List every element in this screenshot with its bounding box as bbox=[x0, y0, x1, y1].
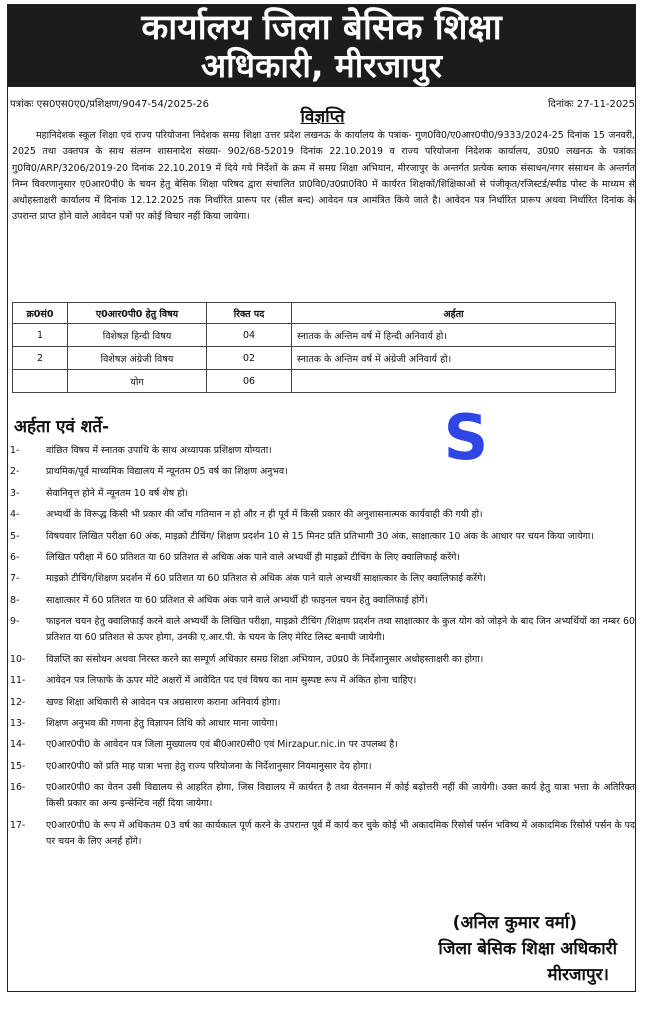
col-header-vacancy: रिक्त पद bbox=[207, 303, 292, 324]
item-number: 10- bbox=[10, 653, 26, 665]
item-number: 1- bbox=[10, 445, 20, 456]
item-text: फाइनल चयन हेतु क्वालिफाई करने वाले अभ्यर्थी के लिखित परीक्षा, माइक्रो टीचिंग /शिक्षण प्रदर्शन तथा साक्षात्कार के कुल योग को जोड़ने के बाद जिन अभ्यर्थियों का नम्बर 60 प्रतिशत या 60 प्रतिशत से ऊपर होगा, उनकी ए.आर.पी. के चयन के लिए मेरिट लिस्ट बनायी जायेगी। bbox=[46, 616, 635, 644]
list-item bbox=[10, 759, 635, 775]
list-item bbox=[10, 593, 635, 609]
list-item bbox=[10, 507, 635, 523]
table-total-row bbox=[13, 370, 616, 393]
item-number: 9- bbox=[10, 616, 20, 628]
letter-date: दिनांकः 27-11-2025 bbox=[547, 99, 635, 110]
item-number: 5- bbox=[10, 530, 20, 542]
cell-serial bbox=[13, 370, 68, 393]
item-number: 14- bbox=[10, 739, 26, 751]
item-text: प्राथमिक/पूर्व माध्यमिक विद्यालय में न्यूनतम 05 वर्ष का शिक्षण अनुभव। bbox=[46, 466, 288, 478]
notice-title: विज्ञप्ति bbox=[300, 107, 345, 127]
list-item bbox=[10, 529, 635, 545]
item-number: 15- bbox=[10, 760, 26, 772]
item-text: विज्ञप्ति का संसोधन अथवा निरस्त करने का सम्पूर्ण अधिकार समग्र शिक्षा अभियान, उ0प्र0 के निर्देशानुसार अधोहस्ताक्षरी का होगा। bbox=[46, 653, 484, 665]
cell-serial: 1 bbox=[13, 324, 68, 347]
cell-total-value: 06 bbox=[207, 370, 292, 393]
item-number: 12- bbox=[10, 696, 26, 708]
table-header-row bbox=[13, 303, 616, 324]
item-text: लिखित परीक्षा में 60 प्रतिशत या 60 प्रतिशत से अधिक अंक पाने वाले अभ्यर्थी ही माइक्रों टीचिंग के लिए क्वालिफाई करेंगे। bbox=[46, 551, 460, 563]
item-text: ए0आर0पी0 को प्रति माह यात्रा भत्ता हेतु राज्य परियोजना के निर्देशानुसार नियमानुसार देय होगा। bbox=[46, 760, 372, 772]
list-item bbox=[10, 652, 635, 668]
s-logo-watermark: S bbox=[443, 401, 489, 474]
cell-serial: 2 bbox=[13, 347, 68, 370]
list-item bbox=[10, 571, 635, 587]
item-number: 7- bbox=[10, 573, 20, 585]
list-item bbox=[10, 737, 635, 753]
signatory-name: (अनिल कुमार वर्मा) bbox=[452, 913, 577, 933]
letter-number: पत्रांकः एस0एस0ए0/प्रशिक्षण/9047-54/2025-26 bbox=[10, 99, 210, 110]
item-text: विषयवार लिखित परीक्षा 60 अंक, माइक्रो टीचिंग/ शिक्षण प्रदर्शन 10 से 15 मिनट प्रति प्रतिभागी 30 अंक, साक्षात्कार 10 अंक के आधार पर चयन किया जायेगा। bbox=[46, 530, 594, 542]
item-number: 16- bbox=[10, 782, 26, 794]
item-number: 8- bbox=[10, 594, 20, 606]
signatory-place: मीरजापुर। bbox=[547, 965, 609, 985]
item-text: ए0आर0पी0 का वेतन उसी विद्यालय से आहरित होगा, जिस विद्यालय में कार्यरत है तथा वेतनमान में कोई बढ़ोत्तरी नहीं की जायेगी। उक्त कार्य हेतु यात्रा भत्ता के अतिरिक्त किसी प्रकार का अन्य इन्सेन्टिव नहीं दिया जायेगा। bbox=[46, 782, 635, 810]
item-number: 4- bbox=[10, 509, 20, 521]
item-text: साक्षात्कार में 60 प्रतिशत या 60 प्रतिशत से अधिक अंक पाने वाले अभ्यर्थी ही फाइनल चयन हेतु क्वालिफाई होगें। bbox=[46, 594, 428, 606]
item-text: सेवानिवृत्त होने में न्यूनतम 10 वर्ष शेष हो। bbox=[46, 487, 189, 499]
item-text: ए0आर0पी0 के आवेदन पत्र जिला मुख्यालय एवं बी0आर0सी0 एवं Mirzapur.nic.in पर उपलब्ध है। bbox=[46, 739, 398, 751]
header-banner bbox=[8, 5, 635, 87]
item-number: 2- bbox=[10, 466, 20, 478]
col-header-serial: क्र0सं0 bbox=[13, 303, 68, 324]
office-title-line2: अधिकारी, मीरजापुर bbox=[200, 46, 443, 85]
item-number: 3- bbox=[10, 487, 20, 499]
vacancy-table bbox=[12, 302, 616, 393]
list-item bbox=[10, 716, 635, 732]
col-header-subject: ए0आर0पी0 हेतु विषय bbox=[68, 303, 207, 324]
item-text: ए0आर0पी0 के रूप में अधिकतम 03 वर्ष का कार्यकाल पूर्ण करने के उपरान्त पूर्व में कार्य कर चुके कोई भी अकादमिक रिसोर्स पर्सन भविष्य में अकादमिक रिसोर्स पर्सन के पद पर चयन के लिए अनर्ह होंगे। bbox=[46, 819, 635, 847]
list-item bbox=[10, 614, 635, 646]
item-number: 6- bbox=[10, 551, 20, 563]
item-text: आवेदन पत्र लिफाफे के ऊपर मोटे अक्षरों में आवेदित पद एवं विषय का नाम सुस्पष्ट रूप में अंकित होना चाहिए। bbox=[46, 675, 417, 687]
table-row bbox=[13, 324, 616, 347]
item-text: खण्ड शिक्षा अधिकारी से आवेदन पत्र अग्रसारण कराना अनिवार्य होगा। bbox=[46, 696, 281, 708]
item-text: अभ्यर्थी के विरूद्ध किसी भी प्रकार की जाँच गतिमान न हो और न ही पूर्व में किसी प्रकार की अनुशासनात्मक कार्यवाही की गयी हो। bbox=[46, 509, 483, 521]
list-item bbox=[10, 464, 635, 480]
item-text: माइक्रो टीचिंग/शिक्षण प्रदर्शन में 60 प्रतिशत या 60 प्रतिशत से अधिक अंक पाने वाले अभ्यर्थी साक्षात्कार के लिए क्वालिफाई करेंगे। bbox=[46, 573, 486, 585]
cell-vacancy: 04 bbox=[207, 324, 292, 347]
notice-paragraph: महानिदेशक स्कूल शिक्षा एवं राज्य परियोजना निदेशक समग्र शिक्षा उत्तर प्रदेश लखनऊ के कार्यालय के पत्रांक- गुण0वि0/ए0आर0पी0/9333/2024-25 दिनांक 15 जनवरी, 2025 तथा उक्तपत्र के साथ संलग्न शासनादेश संख्या- 902/68-52019 दिनांक 22.10.2019 व राज्य परियोजना निदेशक कार्यालय, उ0प्र0 लखनऊ के पत्रांकः गु0वि0/ARP/3206/2019-20 दिनांक 22.10.2019 में दिये गये निर्देशों के क्रम में समग्र शिक्षा अभियान, मीरजापुर के अन्तर्गत प्रत्येक ब्लाक संसाधन/नगर संसाधन के अन्तर्गत निम्न विवरणानुसार ए0आर0पी0 के चयन हेतु बेसिक शिक्षा परिषद द्वारा संचालित प्रा0वि0/उ0प्रा0वि0 में कार्यरत शिक्षकों/शिक्षिकाओं से पंजीकृत/रजिस्टर्ड/स्पीड पोस्ट के माध्यम से अधोहस्ताक्षरी कार्यालय में दिनांक 12.12.2025 तक निर्धारित प्रारूप पर (सील बन्द) आवेदन पत्र आमंत्रित किये जाते है। आवेदन पत्र निर्धारित प्रारूप अथवा निर्धारित दिनांक के उपरान्त प्राप्त होने वाले आवेदन पत्रों पर कोई विचार नहीं किया जायेगा। bbox=[12, 130, 635, 223]
item-number: 17- bbox=[10, 819, 26, 831]
list-item bbox=[10, 443, 635, 459]
list-item bbox=[10, 550, 635, 566]
item-number: 13- bbox=[10, 717, 26, 729]
list-item bbox=[10, 818, 635, 850]
cell-subject: विशेषज्ञ अंग्रेजी विषय bbox=[68, 347, 207, 370]
item-text: शिक्षण अनुभव की गणना हेतु विज्ञापन तिथि को आधार माना जायेगा। bbox=[46, 717, 278, 729]
conditions-list bbox=[10, 443, 635, 855]
item-text: वांछित विषय में स्नातक उपाधि के साथ अध्यापक प्रशिक्षण योग्यता। bbox=[46, 445, 272, 456]
notice-title-wrap bbox=[0, 104, 645, 127]
office-title-line1: कार्यालय जिला बेसिक शिक्षा bbox=[141, 8, 502, 48]
signature-block bbox=[438, 910, 617, 988]
cell-eligibility bbox=[292, 370, 616, 393]
list-item bbox=[10, 780, 635, 812]
list-item bbox=[10, 695, 635, 711]
col-header-eligibility: अर्हता bbox=[292, 303, 616, 324]
cell-eligibility: स्नातक के अन्तिम वर्ष में हिन्दी अनिवार्य हो। bbox=[292, 324, 616, 347]
list-item bbox=[10, 673, 635, 689]
cell-vacancy: 02 bbox=[207, 347, 292, 370]
item-number: 11- bbox=[10, 675, 26, 687]
conditions-heading: अर्हता एवं शर्ते- bbox=[14, 417, 110, 437]
signatory-designation: जिला बेसिक शिक्षा अधिकारी bbox=[438, 939, 617, 959]
cell-total-label: योग bbox=[68, 370, 207, 393]
cell-subject: विशेषज्ञ हिन्दी विषय bbox=[68, 324, 207, 347]
list-item bbox=[10, 486, 635, 502]
table-row bbox=[13, 347, 616, 370]
cell-eligibility: स्नातक के अन्तिम वर्ष में अंग्रेजी अनिवार्य हो। bbox=[292, 347, 616, 370]
